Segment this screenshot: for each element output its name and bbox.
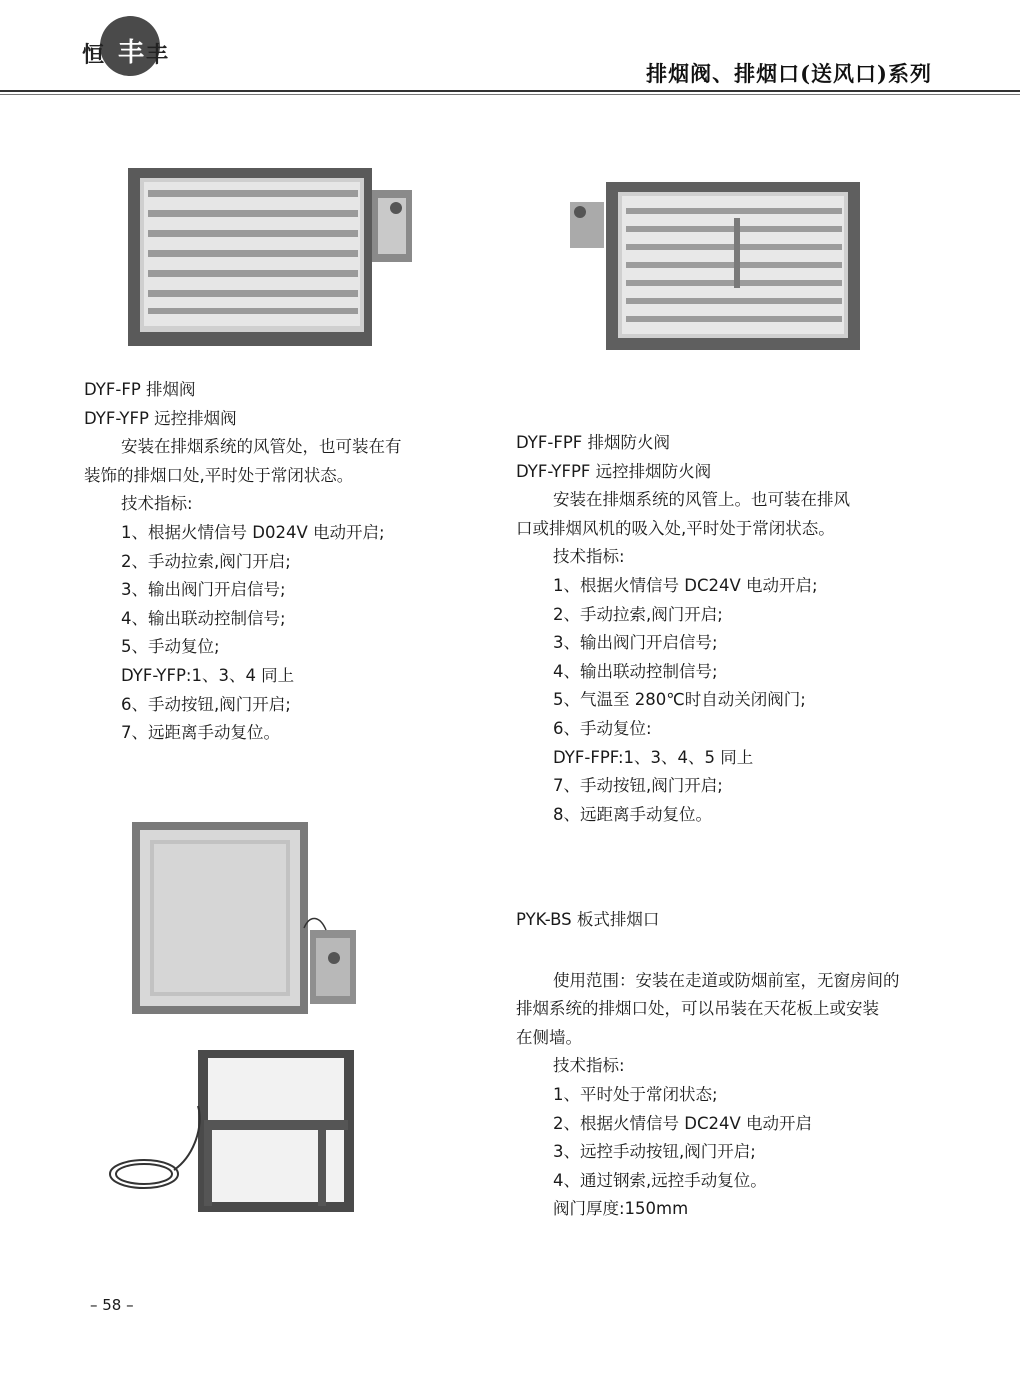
spacer bbox=[516, 935, 956, 967]
spec-item: 7、手动按钮,阀门开启; bbox=[553, 776, 723, 796]
header-rule-thin bbox=[0, 94, 1020, 95]
spec-item: 2、根据火情信号 DC24V 电动开启 bbox=[553, 1113, 812, 1133]
product-title: DYF-YFPF 远控排烟防火阀 bbox=[516, 461, 712, 481]
logo-char-left: 恒 bbox=[82, 42, 105, 68]
spec-item: 6、手动按钮,阀门开启; bbox=[121, 694, 291, 714]
spec-item: 2、手动拉索,阀门开启; bbox=[553, 604, 723, 624]
header-rule bbox=[0, 90, 1020, 92]
product-title: DYF-FPF 排烟防火阀 bbox=[516, 433, 671, 452]
spec-item: 1、平时处于常闭状态; bbox=[553, 1084, 718, 1104]
product-title: DYF-YFP 远控排烟阀 bbox=[84, 408, 237, 428]
spec-item: 7、远距离手动复位。 bbox=[121, 723, 280, 743]
spec-heading: 技术指标: bbox=[553, 547, 625, 567]
spec-item: 6、手动复位: bbox=[553, 718, 652, 738]
product-pyk-bs-section bbox=[516, 906, 956, 1224]
spec-item: 3、输出阀门开启信号; bbox=[553, 633, 718, 653]
product-dyf-fp-section bbox=[84, 376, 464, 748]
product-title: DYF-FP 排烟阀 bbox=[84, 380, 196, 399]
spec-item: 5、气温至 280℃时自动关闭阀门; bbox=[553, 690, 806, 710]
description-line: 口或排烟风机的吸入处,平时处于常闭状态。 bbox=[516, 518, 835, 538]
spec-item: 3、输出阀门开启信号; bbox=[121, 580, 286, 600]
product-title: PYK-BS 板式排烟口 bbox=[516, 910, 660, 929]
description-line: 在侧墙。 bbox=[516, 1027, 582, 1047]
spec-item: 5、手动复位; bbox=[121, 637, 220, 657]
spec-item: 阀门厚度:150mm bbox=[553, 1199, 689, 1219]
spec-item: 4、通过钢索,远控手动复位。 bbox=[553, 1170, 767, 1190]
spec-item: DYF-YFP:1、3、4 同上 bbox=[121, 665, 295, 685]
series-title: 排烟阀、排烟口(送风口)系列 bbox=[646, 61, 932, 86]
description-line: 安装在排烟系统的风管处，也可装在有 bbox=[121, 437, 402, 457]
logo-char-center: 丰 bbox=[118, 38, 145, 68]
photo-smoke-damper-fp bbox=[126, 160, 426, 350]
photo-smoke-fire-damper-fpf bbox=[566, 178, 866, 353]
spec-item: 4、输出联动控制信号; bbox=[121, 608, 286, 628]
spec-heading: 技术指标: bbox=[121, 494, 193, 514]
spec-item: 1、根据火情信号 DC24V 电动开启; bbox=[553, 575, 818, 595]
logo-char-right: 丰 bbox=[146, 42, 169, 68]
photo-plate-outlet-closed bbox=[128, 818, 364, 1018]
company-logo bbox=[82, 14, 170, 84]
spec-item: 8、远距离手动复位。 bbox=[553, 804, 712, 824]
spec-item: 3、远控手动按钮,阀门开启; bbox=[553, 1142, 756, 1162]
spec-item: DYF-FPF:1、3、4、5 同上 bbox=[553, 747, 754, 767]
description-line: 装饰的排烟口处,平时处于常闭状态。 bbox=[84, 465, 354, 485]
spec-item: 2、手动拉索,阀门开启; bbox=[121, 551, 291, 571]
description-line: 排烟系统的排烟口处，可以吊装在天花板上或安装 bbox=[516, 999, 879, 1019]
spec-heading: 技术指标: bbox=[553, 1056, 625, 1076]
product-dyf-fpf-section bbox=[516, 429, 956, 829]
photo-plate-outlet-open bbox=[104, 1046, 360, 1216]
description-line: 安装在排烟系统的风管上。也可装在排风 bbox=[553, 490, 850, 510]
description-line: 使用范围：安装在走道或防烟前室，无窗房间的 bbox=[553, 970, 900, 990]
page-number: – 58 – bbox=[90, 1296, 134, 1314]
spec-item: 1、根据火情信号 D024V 电动开启; bbox=[121, 522, 385, 542]
spec-item: 4、输出联动控制信号; bbox=[553, 661, 718, 681]
